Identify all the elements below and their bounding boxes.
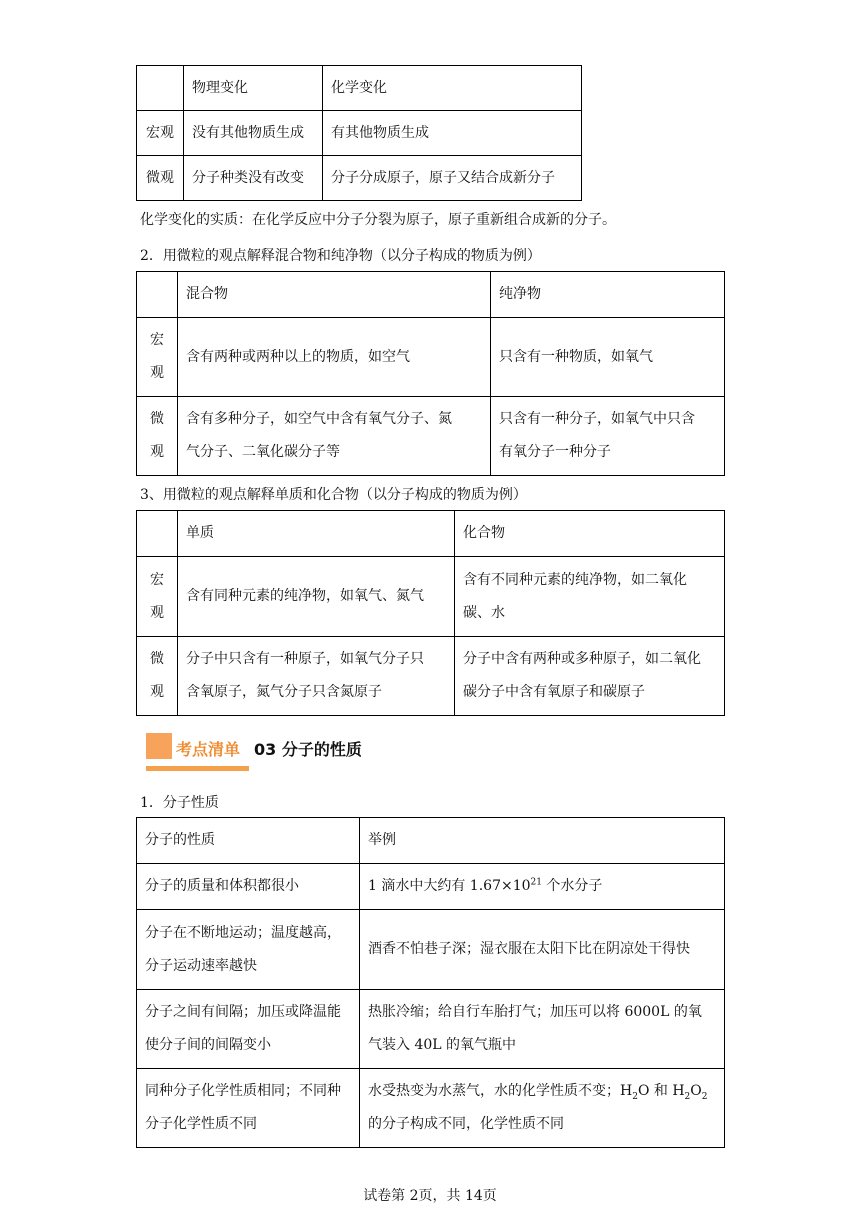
table-cell: 含有同种元素的纯净物，如氧气、氮气 xyxy=(178,557,455,637)
page-footer: 试卷第 2页，共 14页 xyxy=(363,1188,497,1204)
table-cell: 含有多种分子，如空气中含有氧气分子、氮 气分子、二氧化碳分子等 xyxy=(178,397,491,476)
table-cell: 含有两种或两种以上的物质，如空气 xyxy=(178,318,491,397)
row-label: 宏 观 xyxy=(137,557,178,637)
table-cell: 没有其他物质生成 xyxy=(184,111,323,156)
exam-point-heading xyxy=(146,733,426,773)
chemical-change-essence: 化学变化的实质：在化学反应中分子分裂为原子，原子重新组合成新的分子。 xyxy=(140,212,616,228)
molecule-properties-table xyxy=(136,817,725,1148)
table-cell: 分子中只含有一种原子，如氧气分子只 含氧原子，氮气分子只含氮原子 xyxy=(178,637,455,716)
table-header-cell: 化学变化 xyxy=(323,66,582,111)
row-label: 微 观 xyxy=(137,397,178,476)
table-cell xyxy=(137,511,178,557)
row-label: 宏 观 xyxy=(137,318,178,397)
heading-underline xyxy=(146,766,249,771)
element-compound-table xyxy=(136,510,725,716)
table-header-cell: 举例 xyxy=(360,818,725,864)
physical-chemical-change-table xyxy=(136,65,582,201)
section-1-title: 1．分子性质 xyxy=(140,795,219,811)
table-cell: 分子种类没有改变 xyxy=(184,156,323,201)
table-cell: 分子中含有两种或多种原子，如二氧化 碳分子中含有氧原子和碳原子 xyxy=(455,637,725,716)
section-3-title: 3、用微粒的观点解释单质和化合物（以分子构成的物质为例） xyxy=(140,487,527,503)
table-cell: 热胀冷缩；给自行车胎打气；加压可以将 6000L 的氧 气装入 40L 的氧气瓶中 xyxy=(360,990,725,1069)
table-cell xyxy=(137,66,184,111)
table-cell: 只含有一种分子，如氧气中只含 有氧分子一种分子 xyxy=(491,397,725,476)
table-cell: 分子的质量和体积都很小 xyxy=(137,864,360,910)
section-2-title: 2．用微粒的观点解释混合物和纯净物（以分子构成的物质为例） xyxy=(140,248,541,264)
table-cell: 含有不同种元素的纯净物，如二氧化 碳、水 xyxy=(455,557,725,637)
table-cell: 分子之间有间隔；加压或降温能 使分子间的间隔变小 xyxy=(137,990,360,1069)
table-cell: 1 滴水中大约有 $1.67\times 10^{21}$ 个水分子 xyxy=(360,864,725,910)
heading-title: 03 分子的性质 xyxy=(254,740,362,759)
row-label: 微 观 xyxy=(137,637,178,716)
table-cell: 同种分子化学性质相同；不同种 分子化学性质不同 xyxy=(137,1069,360,1148)
table-cell xyxy=(137,272,178,318)
table-header-cell: 混合物 xyxy=(178,272,491,318)
table-header-cell: 单质 xyxy=(178,511,455,557)
mixture-pure-table xyxy=(136,271,725,476)
table-header-cell: 分子的性质 xyxy=(137,818,360,864)
table-cell: 酒香不怕巷子深；湿衣服在太阳下比在阴凉处干得快 xyxy=(360,910,725,990)
table-cell: 水受热变为水蒸气，水的化学性质不变；$H_2O$ 和 $H_2O_2$ 的分子构成不同，化学性质不同 xyxy=(360,1069,725,1148)
table-cell: 分子在不断地运动；温度越高， 分子运动速率越快 xyxy=(137,910,360,990)
row-label: 宏观 xyxy=(137,111,184,156)
table-cell: 有其他物质生成 xyxy=(323,111,582,156)
table-header-cell: 化合物 xyxy=(455,511,725,557)
table-header-cell: 物理变化 xyxy=(184,66,323,111)
row-label: 微观 xyxy=(137,156,184,201)
table-cell: 只含有一种物质，如氧气 xyxy=(491,318,725,397)
heading-orange-block xyxy=(146,733,172,759)
table-cell: 分子分成原子，原子又结合成新分子 xyxy=(323,156,582,201)
heading-tag: 考点清单 xyxy=(176,740,241,759)
table-header-cell: 纯净物 xyxy=(491,272,725,318)
